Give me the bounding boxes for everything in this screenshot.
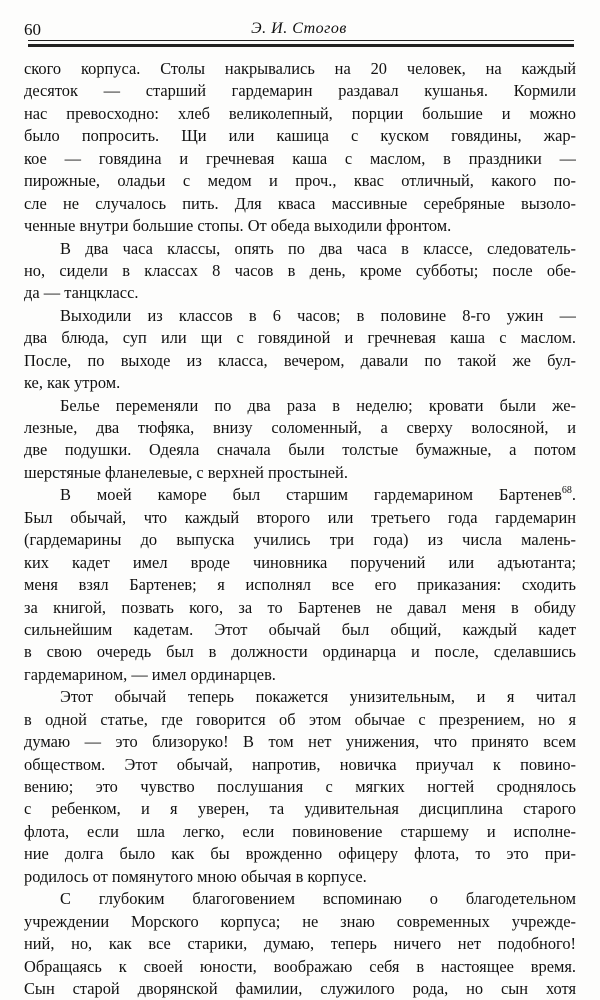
line-text: нас превосходно: хлеб великолепный, порции большие и можно xyxy=(24,103,576,123)
line-text: в одной статье, где говорится об этом обычае с презрением, но я xyxy=(24,709,576,729)
line-text: два блюда, суп или щи с говядиной и гречневая каша с маслом. xyxy=(24,328,576,348)
text-line xyxy=(24,80,576,102)
text-line xyxy=(24,552,576,574)
line-text: Белье переменяли по два раза в неделю; кровати были же- xyxy=(60,395,576,415)
text-line xyxy=(24,978,576,1000)
line-text: гардемарином, — имел ординарцев. xyxy=(24,664,276,684)
text-line xyxy=(24,238,576,260)
line-text: десяток — старший гардемарин раздавал кушанья. Кормили xyxy=(24,81,576,101)
text-line xyxy=(24,664,576,686)
text-line xyxy=(24,395,576,417)
line-text: флота, если шла легко, если повиновение старшему и исполне- xyxy=(24,821,576,841)
line-text: Был обычай, что каждый второго или третьего года гардемарин xyxy=(24,507,576,527)
line-text: В два часа классы, опять по два часа в классе, следователь- xyxy=(60,238,576,258)
line-text: в свою очередь был в должности ординарца и после, сделавшись xyxy=(24,642,576,662)
text-line xyxy=(24,215,576,237)
text-line xyxy=(24,597,576,619)
line-text: сле не случалось пить. Для кваса массивные серебряные вызоло- xyxy=(24,193,576,213)
line-text: Выходили из классов в 6 часов; в половине 8-го ужин — xyxy=(60,305,576,325)
line-text: ке, как утром. xyxy=(24,373,121,393)
line-text: учреждении Морского корпуса; не знаю современных учрежде- xyxy=(24,911,576,931)
text-line xyxy=(24,956,576,978)
line-text: ний, но, как все старики, думаю, теперь ничего нет подобного! xyxy=(24,934,576,954)
text-line xyxy=(24,372,576,394)
line-text: сильнейшим кадетам. Этот обычай был общий, каждый кадет xyxy=(24,619,576,639)
text-line xyxy=(24,731,576,753)
text-line xyxy=(24,260,576,282)
text-line xyxy=(24,709,576,731)
text-line xyxy=(24,148,576,170)
body-text xyxy=(24,58,576,1000)
line-text: родилось от помянутого мною обычая в корпусе. xyxy=(24,866,367,886)
line-text: меня взял Бартенев; я исполнял все его приказания: сходить xyxy=(24,575,576,595)
text-line xyxy=(24,619,576,641)
text-line xyxy=(24,507,576,529)
line-text: ких кадет имел вроде чиновника поручений или адъютанта; xyxy=(24,552,576,572)
footnote-ref: 68 xyxy=(561,485,572,497)
text-line xyxy=(24,776,576,798)
text-line xyxy=(24,58,576,80)
text-line xyxy=(24,686,576,708)
text-line xyxy=(24,193,576,215)
text-line xyxy=(24,484,576,506)
text-line xyxy=(24,529,576,551)
text-line xyxy=(24,888,576,910)
header-rule-thick xyxy=(28,44,574,47)
text-line xyxy=(24,821,576,843)
line-text: Сын старой дворянской фамилии, служилого рода, но сын хотя xyxy=(24,978,576,998)
text-line xyxy=(24,282,576,304)
line-text: за книгой, позвать кого, за то Бартенев не давал меня в обиду xyxy=(24,597,576,617)
text-line xyxy=(24,911,576,933)
text-line xyxy=(24,754,576,776)
line-text: но, сидели в классах 8 часов в день, кроме субботы; после обе- xyxy=(24,260,576,280)
text-line xyxy=(24,350,576,372)
line-tail: . xyxy=(571,485,576,505)
line-text: лезные, два тюфяка, внизу соломенный, а сверху волосяной, и xyxy=(24,418,576,437)
line-text: с ребенком, и я уверен, та удивительная дисциплина старого xyxy=(24,799,576,819)
line-text: было попросить. Щи или кашица с куском говядины, жар- xyxy=(24,126,576,146)
line-text: да — танцкласс. xyxy=(24,283,139,303)
text-line xyxy=(24,866,576,888)
line-text: ние долга было как бы врожденно офицеру флота, то это при- xyxy=(24,844,576,864)
line-text: (гардемарины до выпуска учились три года) из числа малень- xyxy=(24,530,576,550)
text-line xyxy=(24,933,576,955)
text-line xyxy=(24,574,576,596)
text-line xyxy=(24,305,576,327)
line-text: ского корпуса. Столы накрывались на 20 человек, на каждый xyxy=(24,59,576,78)
page-number: 60 xyxy=(24,20,41,39)
line-text: шерстяные фланелевые, с верхней простыней. xyxy=(24,462,348,482)
text-line xyxy=(24,125,576,147)
text-line xyxy=(24,417,576,439)
line-text: кое — говядина и гречневая каша с маслом, в праздники — xyxy=(24,148,576,168)
line-text: В моей каморе был старшим гардемарином Бартенев xyxy=(60,485,562,505)
line-text: вению; это чувство послушания с мягких ногтей сроднялось xyxy=(24,777,576,796)
line-text: думаю — это близоруко! В том нет унижения, что принято всем xyxy=(24,732,576,752)
text-line xyxy=(24,798,576,820)
line-text: С глубоким благоговением вспоминаю о благодетельном xyxy=(60,889,576,909)
text-line xyxy=(24,103,576,125)
line-text: две подушки. Одеяла сначала были толстые бумажные, а потом xyxy=(24,440,576,460)
line-text: ченные внутри большие стопы. От обеда выходили фронтом. xyxy=(24,216,452,236)
text-line xyxy=(24,327,576,349)
text-line xyxy=(24,462,576,484)
text-line xyxy=(24,843,576,865)
line-text: пирожные, оладьи с медом и проч., квас отличный, какого по- xyxy=(24,171,576,191)
line-text: Обращаясь к своей юности, воображаю себя в настоящее время. xyxy=(24,956,576,976)
line-text: Этот обычай теперь покажется унизительным, и я читал xyxy=(60,687,576,707)
running-head: Э. И. Стогов xyxy=(251,20,347,37)
text-line xyxy=(24,439,576,461)
line-text: обществом. Этот обычай, напротив, новичка приучал к повино- xyxy=(24,754,576,774)
header-rule-thin xyxy=(28,40,574,41)
text-line xyxy=(24,170,576,192)
line-text: После, по выходе из класса, вечером, давали по такой же бул- xyxy=(24,350,576,370)
text-line xyxy=(24,641,576,663)
